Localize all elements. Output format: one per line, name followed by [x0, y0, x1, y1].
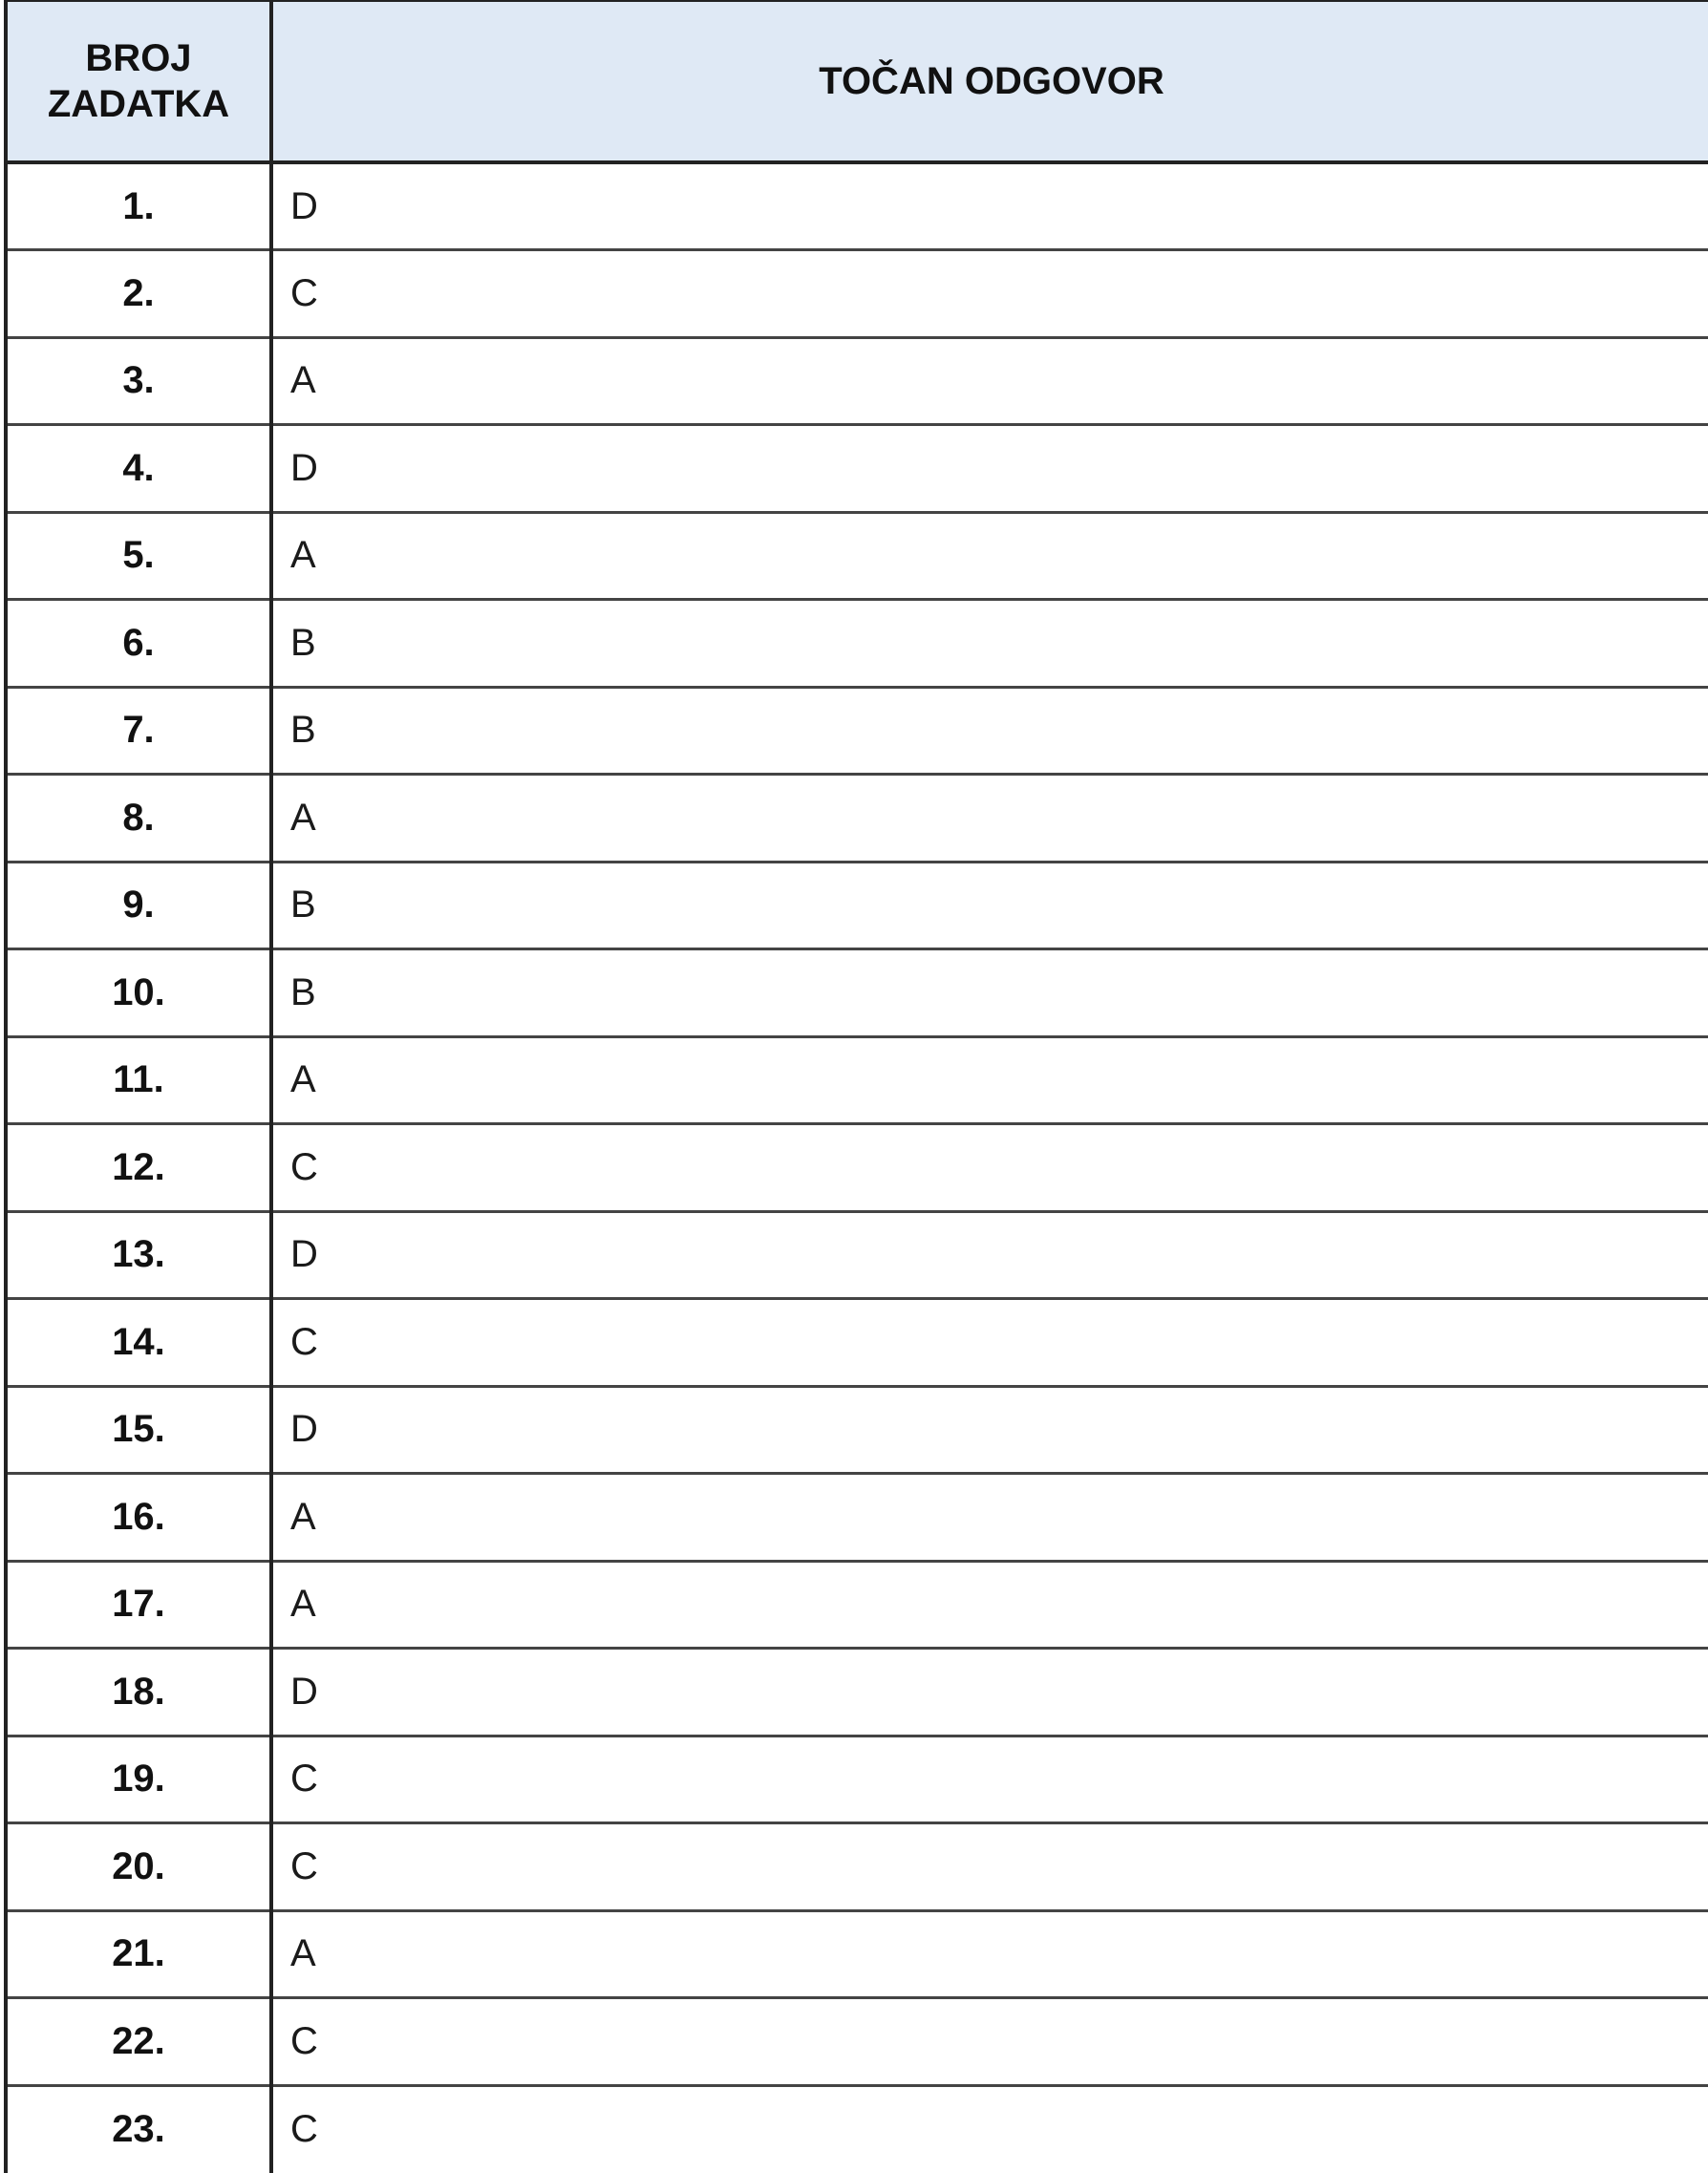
table-row	[6, 862, 1708, 949]
table-row	[6, 1561, 1708, 1649]
correct-answer-cell: A	[271, 1910, 1708, 1998]
correct-answer-cell: C	[271, 1124, 1708, 1212]
table-row	[6, 1736, 1708, 1823]
correct-answer-cell: C	[271, 1299, 1708, 1387]
task-number-cell: 8.	[6, 775, 271, 863]
correct-answer-cell: D	[271, 425, 1708, 513]
table-row	[6, 1299, 1708, 1387]
table-row	[6, 1386, 1708, 1474]
table-header-row	[6, 1, 1708, 162]
correct-answer-cell: B	[271, 687, 1708, 775]
correct-answer-cell: A	[271, 1036, 1708, 1124]
task-number-cell: 23.	[6, 2085, 271, 2173]
task-number-cell: 19.	[6, 1736, 271, 1823]
task-number-cell: 10.	[6, 949, 271, 1037]
table-row	[6, 1998, 1708, 2086]
correct-answer-cell: A	[271, 337, 1708, 425]
task-number-cell: 20.	[6, 1823, 271, 1911]
task-number-cell: 12.	[6, 1124, 271, 1212]
table-row	[6, 1910, 1708, 1998]
correct-answer-cell: A	[271, 775, 1708, 863]
task-number-header-line2: ZADATKA	[47, 83, 230, 125]
table-row	[6, 1823, 1708, 1911]
table-row	[6, 162, 1708, 250]
answer-key-table	[4, 0, 1708, 2173]
task-number-cell: 17.	[6, 1561, 271, 1649]
task-number-cell: 15.	[6, 1386, 271, 1474]
correct-answer-cell: C	[271, 1736, 1708, 1823]
task-number-cell: 14.	[6, 1299, 271, 1387]
correct-answer-cell: D	[271, 162, 1708, 250]
table-row	[6, 425, 1708, 513]
correct-answer-cell: B	[271, 949, 1708, 1037]
task-number-cell: 6.	[6, 600, 271, 688]
task-number-cell: 1.	[6, 162, 271, 250]
task-number-cell: 3.	[6, 337, 271, 425]
correct-answer-header: TOČAN ODGOVOR	[271, 1, 1708, 162]
task-number-cell: 11.	[6, 1036, 271, 1124]
answer-rows	[6, 162, 1708, 2173]
correct-answer-cell: D	[271, 1649, 1708, 1736]
table-row	[6, 1474, 1708, 1562]
table-row	[6, 1211, 1708, 1299]
correct-answer-cell: D	[271, 1386, 1708, 1474]
task-number-header-line1: BROJ	[85, 37, 192, 79]
task-number-cell: 2.	[6, 250, 271, 338]
correct-answer-cell: B	[271, 600, 1708, 688]
table-row	[6, 512, 1708, 600]
task-number-cell: 18.	[6, 1649, 271, 1736]
task-number-cell: 22.	[6, 1998, 271, 2086]
correct-answer-cell: B	[271, 862, 1708, 949]
table-row	[6, 949, 1708, 1037]
table-row	[6, 250, 1708, 338]
task-number-cell: 7.	[6, 687, 271, 775]
task-number-cell: 4.	[6, 425, 271, 513]
table-row	[6, 1124, 1708, 1212]
correct-answer-cell: C	[271, 1823, 1708, 1911]
task-number-cell: 16.	[6, 1474, 271, 1562]
table-row	[6, 687, 1708, 775]
task-number-header	[6, 1, 271, 162]
correct-answer-cell: A	[271, 1474, 1708, 1562]
correct-answer-cell: C	[271, 250, 1708, 338]
table-row	[6, 337, 1708, 425]
table-row	[6, 600, 1708, 688]
task-number-cell: 5.	[6, 512, 271, 600]
correct-answer-cell: C	[271, 1998, 1708, 2086]
correct-answer-cell: C	[271, 2085, 1708, 2173]
table-row	[6, 1036, 1708, 1124]
table-row	[6, 775, 1708, 863]
task-number-cell: 21.	[6, 1910, 271, 1998]
table-row	[6, 2085, 1708, 2173]
task-number-cell: 13.	[6, 1211, 271, 1299]
table-row	[6, 1649, 1708, 1736]
task-number-cell: 9.	[6, 862, 271, 949]
correct-answer-cell: D	[271, 1211, 1708, 1299]
correct-answer-cell: A	[271, 512, 1708, 600]
correct-answer-cell: A	[271, 1561, 1708, 1649]
